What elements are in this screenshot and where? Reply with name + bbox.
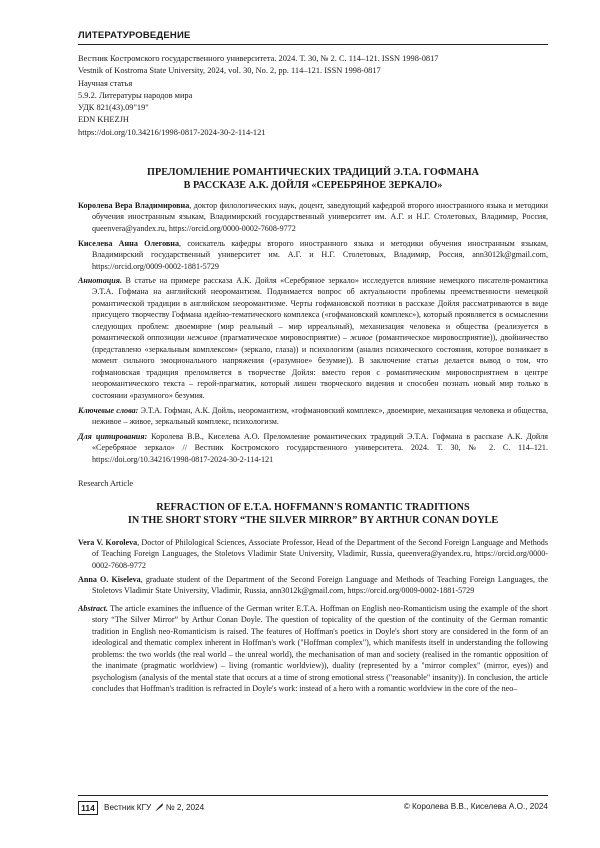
meta-line-ru-citation: Вестник Костромского государственного университета. 2024. Т. 30, № 2. С. 114–121. ISSN 1998-0817 (78, 54, 439, 63)
quill-pen-icon (154, 802, 164, 812)
citation-ru-text: Королева В.В., Киселева А.О. Преломление романтических традиций Э.Т.А. Гофмана в рассказе А.К. Дойля «Серебряное зеркало» // Вестник Костромского государственного университета. 2024. Т. 30, № 2. С. 114–121. https://doi.org/10.34216/1998-0817-2024-30-2-114-121 (92, 432, 548, 464)
author-ru-1-name: Королева Вера Владимировна (78, 201, 190, 210)
abstract-en (78, 603, 548, 695)
header-rule (78, 44, 548, 45)
abstract-ru-label: Аннотация. (78, 276, 122, 285)
author-en-1 (78, 537, 548, 571)
title-en-line-2: IN THE SHORT STORY “THE SILVER MIRROR” BY ARTHUR CONAN DOYLE (127, 515, 499, 526)
keywords-ru-text: Э.Т.А. Гофман, А.К. Дойль, неоромантизм, «гофмановский комплекс», двоемирие, механизация человека и общества, неживое – живое, зеркальный комплекс, психологизм. (92, 406, 549, 427)
section-header: ЛИТЕРАТУРОВЕДЕНИЕ (78, 30, 191, 41)
abstract-ru-text-3: (романтическое мировосприятие)), двойничество (представлено «зеркальным комплексом» (зеркало, глаза)) и психологизм (анализ психического состояния, которое возникает в момент сильного эмоционального напряжения («разумное» безумие)). В заключение статьи делается вывод о том, что гофмановская традиция преломляется в творчестве Дойля: вместо героя с романтическим мировосприятием в центре неоромантического текста – герой-прагматик, который лишен творческого видения и способен познать новый мир только в состоянии «разумного» безумия. (92, 333, 548, 400)
footer-journal (104, 802, 204, 812)
keywords-ru-label: Ключевые слова: (78, 406, 139, 415)
article-type-en: Research Article (78, 479, 134, 488)
abstract-en-text: The article examines the influence of the German writer E.T.A. Hoffman on English neo-Romanticism using the example of the short story “The Silver Mirror” by Arthur Conan Doyle. The question of topicality of the question of the continuity of the German romantic tradition in English neo-Romanticism is raised. The features of Hoffman's poetics in Doyle's short story are considered in the form of an ideological and thematic complex inherent in Hoffman's work ("Hoffman complex"), which manifests itself in understanding the following problems: the two worlds (the real world – the unreal world), the mechanisation of man and society (realised in the romantic opposition of the inanimate (pragmatic worldview) – living (romantic worldview)), duality (represented by a "mirror complex" (mirror, eyes)) and psychologism (analysis of the mental state that occurs at a time of strong emotional stress ("reasonable" insanity)). In conclusion, the article concludes that Hoffman's tradition is refracted in Doyle's work: instead of a hero with a romantic worldview in the core of the neo– (92, 604, 548, 694)
author-ru-1 (78, 200, 548, 234)
footer-rule (78, 795, 548, 796)
title-ru (78, 166, 548, 192)
meta-line-edn: EDN KHEZJH (78, 115, 129, 125)
meta-line-en-citation: Vestnik of Kostroma State University, 2024, vol. 30, No. 2, pp. 114–121. ISSN 1998-0817 (78, 66, 381, 76)
author-en-1-affiliation: , Doctor of Philological Sciences, Associate Professor, Head of the Department of the Second Foreign Language and Methods of Teaching Foreign Languages, the Stoletovs Vladimir State University, Vladimir, Russia, queenvera@yandex.ru, https://orcid.org/0000-0002-7608-9772 (92, 538, 548, 570)
meta-line-doi[interactable]: https://doi.org/10.34216/1998-0817-2024-30-2-114-121 (78, 127, 266, 137)
author-en-2 (78, 574, 548, 597)
meta-line-specialty: 5.9.2. Литературы народов мира (78, 90, 193, 100)
author-ru-1-affiliation: , доктор филологических наук, доцент, заведующий кафедрой второго иностранного языка и методики обучения иностранным языкам, Владимирский государственный университет им. А.Г. и Н.Г. Столетовых, Владимир, Россия, queenvera@yandex.ru, https://orcid.org/0000-0002-7608-9772 (92, 201, 548, 233)
page-number: 114 (78, 801, 98, 815)
citation-ru-label: Для цитирования: (78, 432, 148, 441)
title-ru-line-1: ПРЕЛОМЛЕНИЕ РОМАНТИЧЕСКИХ ТРАДИЦИЙ Э.Т.А. ГОФМАНА (147, 167, 479, 178)
abstract-ru-emphasis-1: неживое (187, 333, 218, 343)
footer-copyright: © Королева В.В., Киселева А.О., 2024 (403, 802, 548, 811)
publication-meta (78, 53, 548, 139)
author-ru-2 (78, 238, 548, 272)
footer-issue: № 2, 2024 (165, 803, 205, 812)
author-en-1-name: Vera V. Koroleva (78, 538, 138, 547)
author-ru-2-affiliation: , соискатель кафедры второго иностранного языка и методики обучения иностранным языкам, Владимирский государственный университет им. А.Г. и Н.Г. Столетовых, Владимир, Россия, ann3012k@gmail.com, https://orcid.org/0009-0002-1881-5729 (92, 239, 548, 271)
footer-journal-name: Вестник КГУ (104, 803, 152, 812)
abstract-ru-text-1: В статье на примере рассказа А.К. Дойля «Серебряное зеркало» исследуется влияние немецкого писателя-романтика Э.Т.А. Гофмана на английский неоромантизм. Поднимается вопрос об актуальности проблемы преемственности немецкой романтической традиции в английском неоромантизме. Черты гофмановской поэтики в рассказе Дойля рассматриваются в виде присущего творчеству Гофмана идейно-тематического комплекса («гофмановский комплекс»), который проявляется в осмыслении следующих проблем: двоемирие (мир реальный – мир ирреальный), механизация человека и общества (реализуется в романтической оппозиции (92, 276, 548, 343)
keywords-ru (78, 405, 548, 428)
abstract-ru (78, 275, 548, 401)
abstract-ru-text-2: (прагматическое мировосприятие) – (217, 333, 351, 343)
abstract-ru-emphasis-2: живое (350, 333, 373, 343)
meta-line-udc: УДК 821(43).09"19" (78, 103, 149, 113)
author-en-2-affiliation: , graduate student of the Department of the Second Foreign Language and Methods of Teaching Foreign Languages, the Stoletovs Vladimir State University, Vladimir, Russia, ann3012k@gmail.com, https://orcid.org/0009-0002-1881-5729 (92, 575, 548, 596)
author-ru-2-name: Киселева Анна Олеговна (78, 239, 180, 248)
title-ru-line-2: В РАССКАЗЕ А.К. ДОЙЛЯ «СЕРЕБРЯНОЕ ЗЕРКАЛО» (183, 180, 443, 191)
author-en-2-name: Anna O. Kiseleva (78, 575, 141, 584)
title-en (78, 501, 548, 527)
meta-line-article-type: Научная статья (78, 78, 133, 88)
abstract-en-label: Abstract. (78, 604, 108, 613)
title-en-line-1: REFRACTION OF E.T.A. HOFFMANN'S ROMANTIC TRADITIONS (156, 502, 470, 513)
citation-ru (78, 431, 548, 465)
